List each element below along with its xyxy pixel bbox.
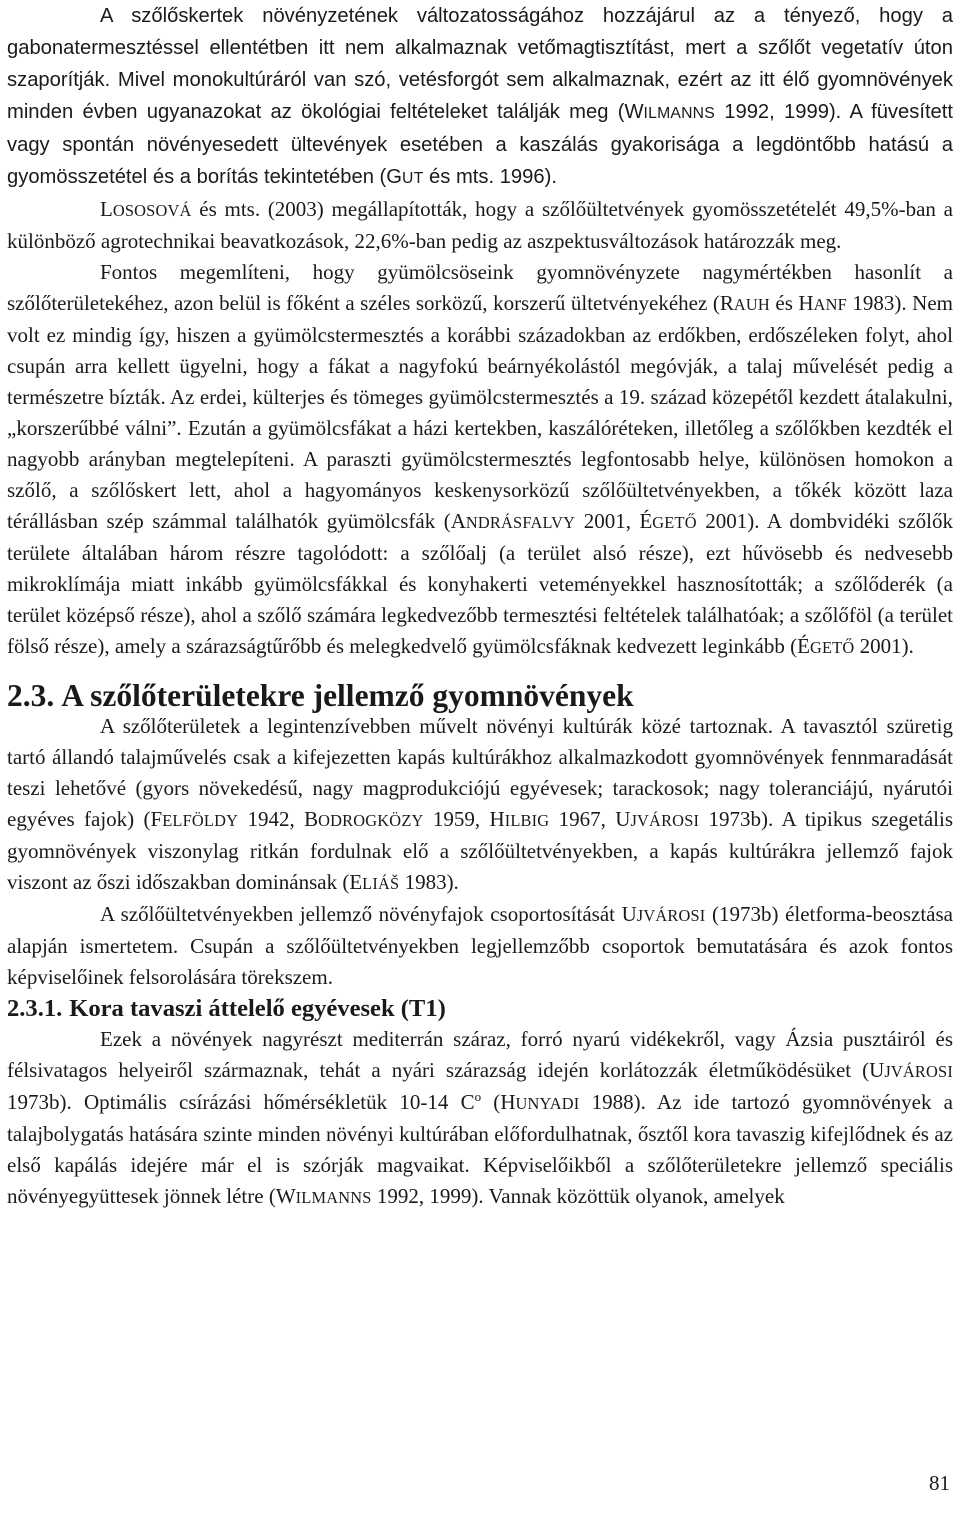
citation: LOSOSOVÁ bbox=[100, 197, 192, 221]
citation: WILMANNS bbox=[275, 1184, 372, 1208]
paragraph-early-spring-annuals: Ezek a növények nagyrészt mediterrán száraz, forró nyarú vidékekről, vagy Ázsia pusztáiról és félsivatagos helyeiről származnak, tehát a nyári szárazság idején korlátozzák életműködésüket (UJVÁROSI 1973b). Optimális csírázási hőmérsékletük 10-14 $C^o$ (HUNYADI 1988). Az ide tartozó gyomnövények a talajbolygatás hatására szinte minden növényi kultúrában előfordulhatnak, ősztől kora tavaszig kifejlődnek és az első kapálás idejére már el is szórják magvaikat. Képviselőikből a szőlőterületekre jellemző speciális növényegyüttesek jönnek létre (WILMANNS 1992, 1999). Vannak közöttük olyanok, amelyek bbox=[7, 1027, 954, 1208]
citation: HILBIG bbox=[489, 807, 550, 831]
citation: GUT bbox=[386, 166, 424, 188]
paragraph-lososova: LOSOSOVÁ és mts. (2003) megállapították, hogy a szőlőültetvények gyomösszetételét 49,5%-ban a különböző agrotechnikai beavatkozások, 22,6%-ban pedig az aszpektusváltozások határozzák meg. bbox=[7, 197, 953, 253]
page-number: 81 bbox=[929, 1471, 950, 1495]
citation: RAUH bbox=[719, 291, 770, 315]
citation: ELIÁŠ bbox=[349, 870, 400, 894]
degree-sign: o bbox=[474, 1089, 482, 1104]
citation: UJVÁROSI bbox=[869, 1058, 953, 1082]
paragraph-intensive-cultivation: A szőlőterületek a legintenzívebben művelt növényi kultúrák közé tartoznak. A tavasztól szüretig tartó állandó talajművelés csak a kifejezetten kapás kultúrákhoz alkalmazkodott gyomnövények fennmaradását teszi lehetővé (gyors növekedésű, nagy magprodukciójú egyévesek; tarackosok; nagy toleranciájú, nyárutói egyéves fajok) (FELFÖLDY 1942, BODROGKÖZY 1959, HILBIG 1967, UJVÁROSI 1973b). A tipikus szegetális gyomnövények viszonylag ritkán fordulnak elő a szőlőültetvényekben, a kapás kultúrákra jellemző fajok viszont az őszi időszakban dominánsak (ELIÁŠ 1983). bbox=[7, 714, 954, 894]
section-heading-2-3-1: 2.3.1. Kora tavaszi áttelelő egyévesek (T1) bbox=[7, 995, 446, 1022]
citation: FELFÖLDY bbox=[150, 807, 239, 831]
citation: BODROGKÖZY bbox=[304, 807, 424, 831]
document-page bbox=[7, 0, 953, 1213]
citation: ANDRÁSFALVY bbox=[450, 509, 576, 533]
citation: WILMANNS bbox=[624, 101, 715, 123]
citation: ÉGETŐ bbox=[639, 509, 697, 533]
citation: HANF bbox=[798, 291, 847, 315]
section-heading-2-3: 2.3. A szőlőterületekre jellemző gyomnövények bbox=[7, 678, 634, 713]
citation: UJVÁROSI bbox=[621, 902, 706, 926]
paragraph-weed-diversity: A szőlőskertek növényzetének változatosságához hozzájárul az a tényező, hogy a gabonatermesztéssel ellentétben itt nem alkalmaznak vetőmagtisztítást, mert a szőlőt vegetatív úton szaporítják. Mivel monokultúráról van szó, vetésforgót sem alkalmaznak, ezért az itt élő gyomnövények minden évben ugyanazokat az ökológiai feltételeket találják meg (WILMANNS 1992, 1999). A füvesített vagy spontán növényesedett ültevények esetében a kaszálás gyakorisága a legdöntőbb hatású a gyomösszetétel és a borítás tekintetében (GUT és mts. 1996). bbox=[7, 5, 954, 188]
citation: UJVÁROSI bbox=[615, 807, 700, 831]
paragraph-orchards: Fontos megemlíteni, hogy gyümölcsöseink gyomnövényzete nagymértékben hasonlít a szőlőterületekéhez, azon belül is főként a széles sorközű, korszerű ültetvényekéhez (RAUH és HANF 1983). Nem volt ez mindig így, hiszen a gyümölcstermesztés a korábbi századokban az erdőkben, erdőszéleken folyt, ahol csupán arra kellett ügyelni, hogy a fákat a nagyfokú beárnyékolástól megóvják, a talaj művelését pedig a természetre bízták. Az erdei, külterjes és tömeges gyümölcstermesztés a 19. század közepétől kezdett átalakulni, „korszerűbbé válni”. Ezután a gyümölcsfákat a házi kertekben, kaszálóréteken, illetőleg a szőlőkben kezdték el nagyobb arányban megtelepíteni. A paraszti gyümölcstermesztés legfontosabb helye, különösen homokon a szőlő, a szőlőskert lett, ahol a hagyományos keskenysorközű szőlőültetvényekben, a tőkék között laza térállásban szép számmal találhatók gyümölcsfák (ANDRÁSFALVY 2001, ÉGETŐ 2001). A dombvidéki szőlők területe általában három részre tagolódott: a szőlőalj (a terület alsó része), ezt hűvösebb és nedvesebb mikroklímája miatt inkább gyümölcsfákkal és konyhakerti veteményekkel hasznosították; a szőlőderék (a terület középső része), ahol a szőlő számára legkedvezőbb termesztési feltételek találhatóak; a szőlőföl (a terület fölső része), amely a szárazságtűrőbb és melegkedvelő gyümölcsfáknak kedvezett leginkább (ÉGETŐ 2001). bbox=[7, 260, 954, 658]
citation: ÉGETŐ bbox=[797, 634, 855, 658]
paragraph-grouping: A szőlőültetvényekben jellemző növényfajok csoportosítását UJVÁROSI (1973b) életforma-beosztása alapján ismertetem. Csupán a szőlőültetvényekben legjellemzőbb csoportok bemutatására és azok fontos képviselőinek felsorolására törekszem. bbox=[7, 902, 953, 989]
citation: HUNYADI bbox=[500, 1090, 580, 1114]
